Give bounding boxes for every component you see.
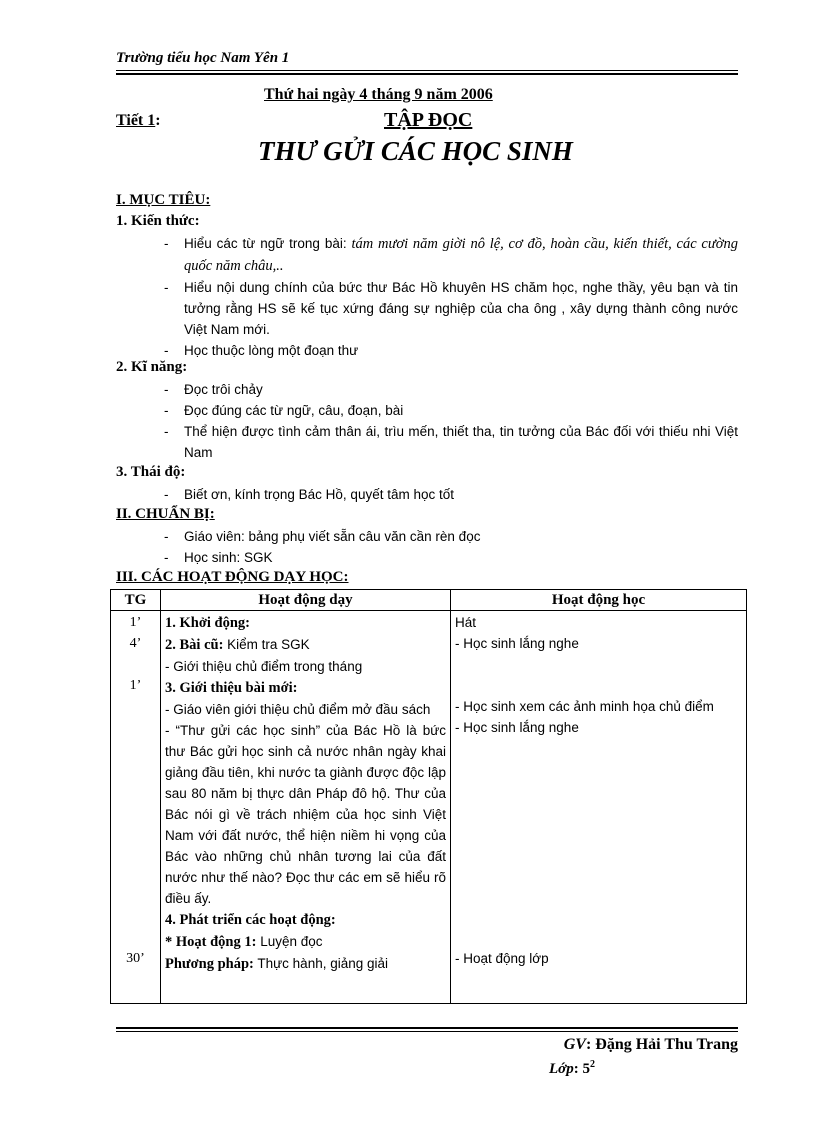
time-value	[115, 801, 156, 822]
list-item: - Thể hiện được tình cảm thân ái, trìu mến, thiết tha, tin tưởng của Bác đối với thiếu nhi Việt Nam	[164, 421, 738, 463]
lesson-date: Thứ hai ngày 4 tháng 9 năm 2006	[264, 86, 493, 103]
column-header-learning: Hoạt động học	[451, 590, 747, 611]
teacher-label: GV	[563, 1036, 586, 1053]
learning-line: - Hoạt động lớp	[455, 951, 549, 966]
activities-heading: III. CÁC HOẠT ĐỘNG DẠY HỌC:	[116, 569, 349, 585]
lesson-period: Tiết 1:	[116, 112, 161, 129]
knowledge-heading: 1. Kiến thức:	[116, 213, 200, 229]
lesson-title: THƯ GỬI CÁC HỌC SINH	[258, 136, 573, 166]
header-rule-thin	[116, 70, 738, 71]
time-value	[115, 843, 156, 864]
list-item: - Học thuộc lòng một đoạn thư	[164, 340, 738, 361]
class-label-text: Lớp	[549, 1061, 574, 1077]
time-value	[115, 780, 156, 801]
time-value: 1’	[129, 678, 142, 693]
footer-rule-thin	[116, 1031, 738, 1032]
step-warmup: 1. Khởi động:	[165, 615, 250, 631]
teaching-paragraph: - “Thư gửi các học sinh” của Bác Hồ là bức thư Bác gửi học sinh cả nước nhân ngày khai giảng đầu tiên, khi nước ta giành được độc lập sau 80 năm bị thực dân Pháp đô hộ. Thư của Bác nói gì về trách nhiệm của học sinh Việt Nam với đất nước, thể hiện niềm hi vọng của Bác vào những chủ nhân tương lai của đất nước như thế nào? Đọc thư các em sẽ hiểu rõ điều ấy.	[165, 723, 446, 906]
teaching-paragraph: - Giáo viên giới thiệu chủ điểm mở đầu sách	[165, 702, 431, 717]
time-value	[115, 696, 156, 717]
table-row	[111, 611, 747, 1004]
time-column	[111, 611, 161, 1004]
class-value: : 5	[573, 1061, 590, 1077]
teaching-line: - Giới thiệu chủ điểm trong tháng	[165, 659, 363, 674]
method-label: Phương pháp:	[165, 956, 254, 972]
class-superscript: 2	[589, 1059, 595, 1070]
time-value	[115, 864, 156, 885]
item-text: Hiểu các từ ngữ trong bài:	[184, 236, 352, 251]
list-item: - Đọc đúng các từ ngữ, câu, đoạn, bài	[164, 400, 738, 421]
table-header-row	[111, 590, 747, 611]
time-value	[115, 906, 156, 927]
step-text: Kiểm tra SGK	[223, 637, 310, 652]
list-item: - Học sinh: SGK	[164, 547, 738, 568]
item-italic-terms: tám mươi năm giời nô lệ, cơ đồ, hoàn cầu, kiến thiết, các cường quốc năm châu,..	[184, 236, 738, 274]
knowledge-list	[164, 233, 738, 361]
column-header-teaching: Hoạt động dạy	[161, 590, 451, 611]
school-name: Trường tiểu học Nam Yên 1	[116, 50, 290, 66]
teacher-name	[564, 1036, 738, 1054]
column-header-tg: TG	[111, 590, 161, 611]
class-label	[549, 1059, 595, 1078]
step-new-lesson: 3. Giới thiệu bài mới:	[165, 680, 298, 696]
preparation-list	[164, 526, 738, 568]
list-item: - Biết ơn, kính trọng Bác Hồ, quyết tâm học tốt	[164, 484, 738, 505]
time-value	[115, 885, 156, 906]
teaching-column	[161, 611, 451, 1004]
list-item: - Hiểu nội dung chính của bức thư Bác Hồ khuyên HS chăm học, nghe thầy, yêu bạn và tin tưởng rằng HS sẽ kế tục xứng đáng sự nghiệp của cha ông , xây dựng thành công nước Việt Nam mới.	[164, 277, 738, 340]
step-develop: 4. Phát triển các hoạt động:	[165, 912, 336, 928]
header-rule-thick	[116, 73, 738, 75]
activities-table	[110, 589, 747, 1004]
activity-1-label: * Hoạt động 1:	[165, 934, 257, 950]
method-text: Thực hành, giảng giải	[253, 956, 389, 971]
skills-heading: 2. Kĩ năng:	[116, 359, 188, 375]
time-value	[115, 717, 156, 738]
time-value	[115, 759, 156, 780]
learning-column	[451, 611, 747, 1004]
time-value: 30’	[126, 951, 145, 966]
learning-line: Hát	[455, 615, 477, 630]
time-value: 4’	[129, 636, 142, 651]
list-item: - Đọc trôi chảy	[164, 379, 738, 400]
time-value: 1’	[129, 615, 142, 630]
skills-list	[164, 379, 738, 463]
objectives-heading: I. MỤC TIÊU:	[116, 192, 211, 208]
list-item: - Giáo viên: bảng phụ viết sẵn câu văn cần rèn đọc	[164, 526, 738, 547]
time-value	[115, 927, 156, 948]
activity-1-text: Luyện đọc	[256, 934, 323, 949]
learning-line: - Học sinh xem các ảnh minh họa chủ điểm	[455, 699, 714, 714]
learning-line: - Học sinh lắng nghe	[455, 636, 579, 651]
time-value	[115, 654, 156, 675]
footer-rule-thick	[116, 1027, 738, 1029]
preparation-heading: II. CHUẨN BỊ:	[116, 506, 215, 522]
lesson-subject: TẬP ĐỌC	[384, 109, 473, 131]
learning-line: - Học sinh lắng nghe	[455, 720, 579, 735]
attitude-list	[164, 484, 738, 505]
list-item	[164, 233, 738, 277]
period-label: Tiết 1	[116, 112, 156, 129]
teacher-value: : Đặng Hải Thu Trang	[585, 1036, 738, 1053]
time-value	[115, 738, 156, 759]
step-review: 2. Bài cũ:	[165, 637, 224, 653]
attitude-heading: 3. Thái độ:	[116, 464, 186, 480]
time-value	[115, 822, 156, 843]
